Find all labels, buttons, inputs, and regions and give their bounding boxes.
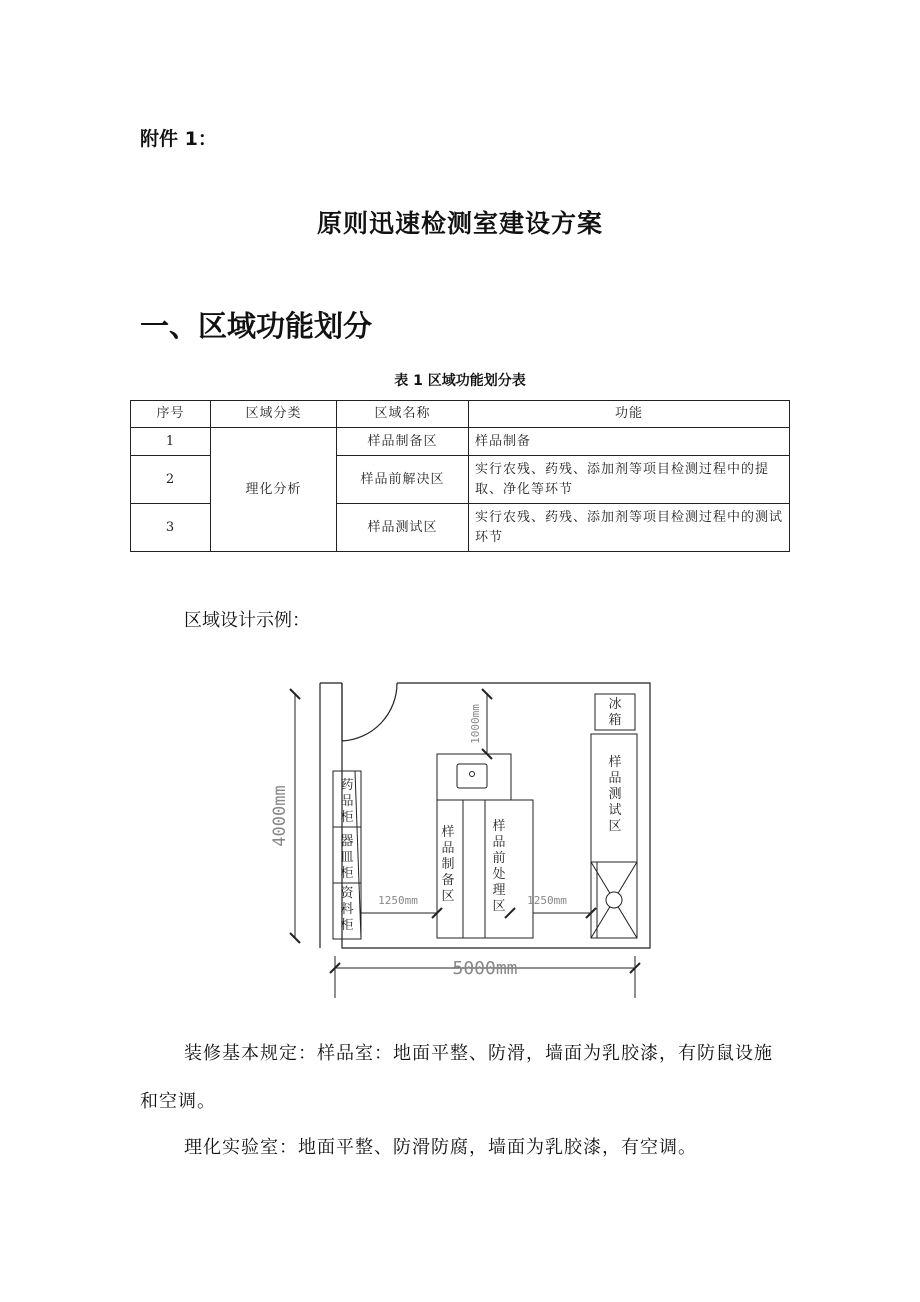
paragraph-lab-rules: 理化实验室：地面平整、防滑防腐，墙面为乳胶漆，有空调。 (184, 1137, 697, 1158)
test-zone-char: 样 (608, 755, 622, 770)
row-function: 实行农残、药残、添加剂等项目检测过程中的测试环节 (469, 504, 790, 552)
table-caption: 表 1 区域功能划分表 (394, 373, 526, 389)
example-label: 区域设计示例： (184, 610, 310, 631)
dim-1000-label: 1000mm (469, 704, 482, 744)
pretreat-zone-char: 前 (492, 851, 506, 866)
row-name: 样品测试区 (337, 504, 469, 552)
pretreat-zone-char: 理 (492, 883, 506, 898)
dish-cabinet-char: 柜 (340, 866, 354, 881)
sink-counter (437, 754, 511, 800)
row-no: 1 (131, 428, 211, 456)
header-function: 功能 (469, 401, 790, 428)
dim-height-label: 4000mm (270, 785, 290, 847)
test-zone-char: 试 (608, 803, 622, 818)
row-no: 2 (131, 456, 211, 504)
drug-cabinet-char: 柜 (340, 810, 354, 825)
page-title: 原则迅速检测室建设方案 (316, 209, 603, 238)
doc-cabinet-char: 料 (340, 902, 354, 917)
table-header-row (131, 401, 790, 428)
dim-1250-left-label: 1250mm (378, 894, 418, 907)
fridge-char: 箱 (608, 713, 622, 728)
prep-zone-char: 备 (441, 873, 455, 888)
drug-cabinet-char: 药 (340, 778, 354, 793)
pretreat-zone-char: 处 (492, 867, 506, 882)
row-category: 理化分析 (211, 428, 337, 552)
paragraph-decoration-rules: 装修基本规定：样品室：地面平整、防滑，墙面为乳胶漆，有防鼠设施和空调。 (140, 1043, 773, 1112)
doc-cabinet-char: 柜 (340, 918, 354, 933)
row-function: 样品制备 (469, 428, 790, 456)
prep-zone-char: 样 (441, 825, 455, 840)
row-name: 样品前解决区 (337, 456, 469, 504)
test-zone-char: 品 (608, 771, 622, 786)
dim-width-label: 5000mm (452, 958, 518, 979)
prep-zone-char: 制 (441, 857, 455, 872)
row-name: 样品制备区 (337, 428, 469, 456)
pretreat-zone-char: 样 (492, 819, 506, 834)
pretreat-zone-char: 品 (492, 835, 506, 850)
header-no: 序号 (131, 401, 211, 428)
doc-cabinet-char: 资 (340, 886, 354, 901)
attachment-label: 附件 1： (140, 128, 217, 150)
section-heading: 一、区域功能划分 (140, 309, 373, 343)
row-no: 3 (131, 504, 211, 552)
dish-cabinet-char: 器 (340, 834, 354, 849)
header-name: 区域名称 (337, 401, 469, 428)
fridge-char: 冰 (608, 697, 622, 712)
prep-zone-char: 品 (441, 841, 455, 856)
table-row (131, 428, 790, 456)
pretreat-zone-char: 区 (492, 899, 506, 914)
drug-cabinet-char: 品 (340, 794, 354, 809)
header-category: 区域分类 (211, 401, 337, 428)
zone-table (130, 400, 790, 552)
dish-cabinet-char: 皿 (340, 850, 354, 865)
floor-plan-diagram (255, 668, 675, 1008)
test-zone-char: 测 (608, 787, 622, 802)
prep-zone-char: 区 (441, 889, 455, 904)
row-function: 实行农残、药残、添加剂等项目检测过程中的提取、净化等环节 (469, 456, 790, 504)
dim-1250-right-label: 1250mm (527, 894, 567, 907)
test-zone-char: 区 (608, 819, 622, 834)
